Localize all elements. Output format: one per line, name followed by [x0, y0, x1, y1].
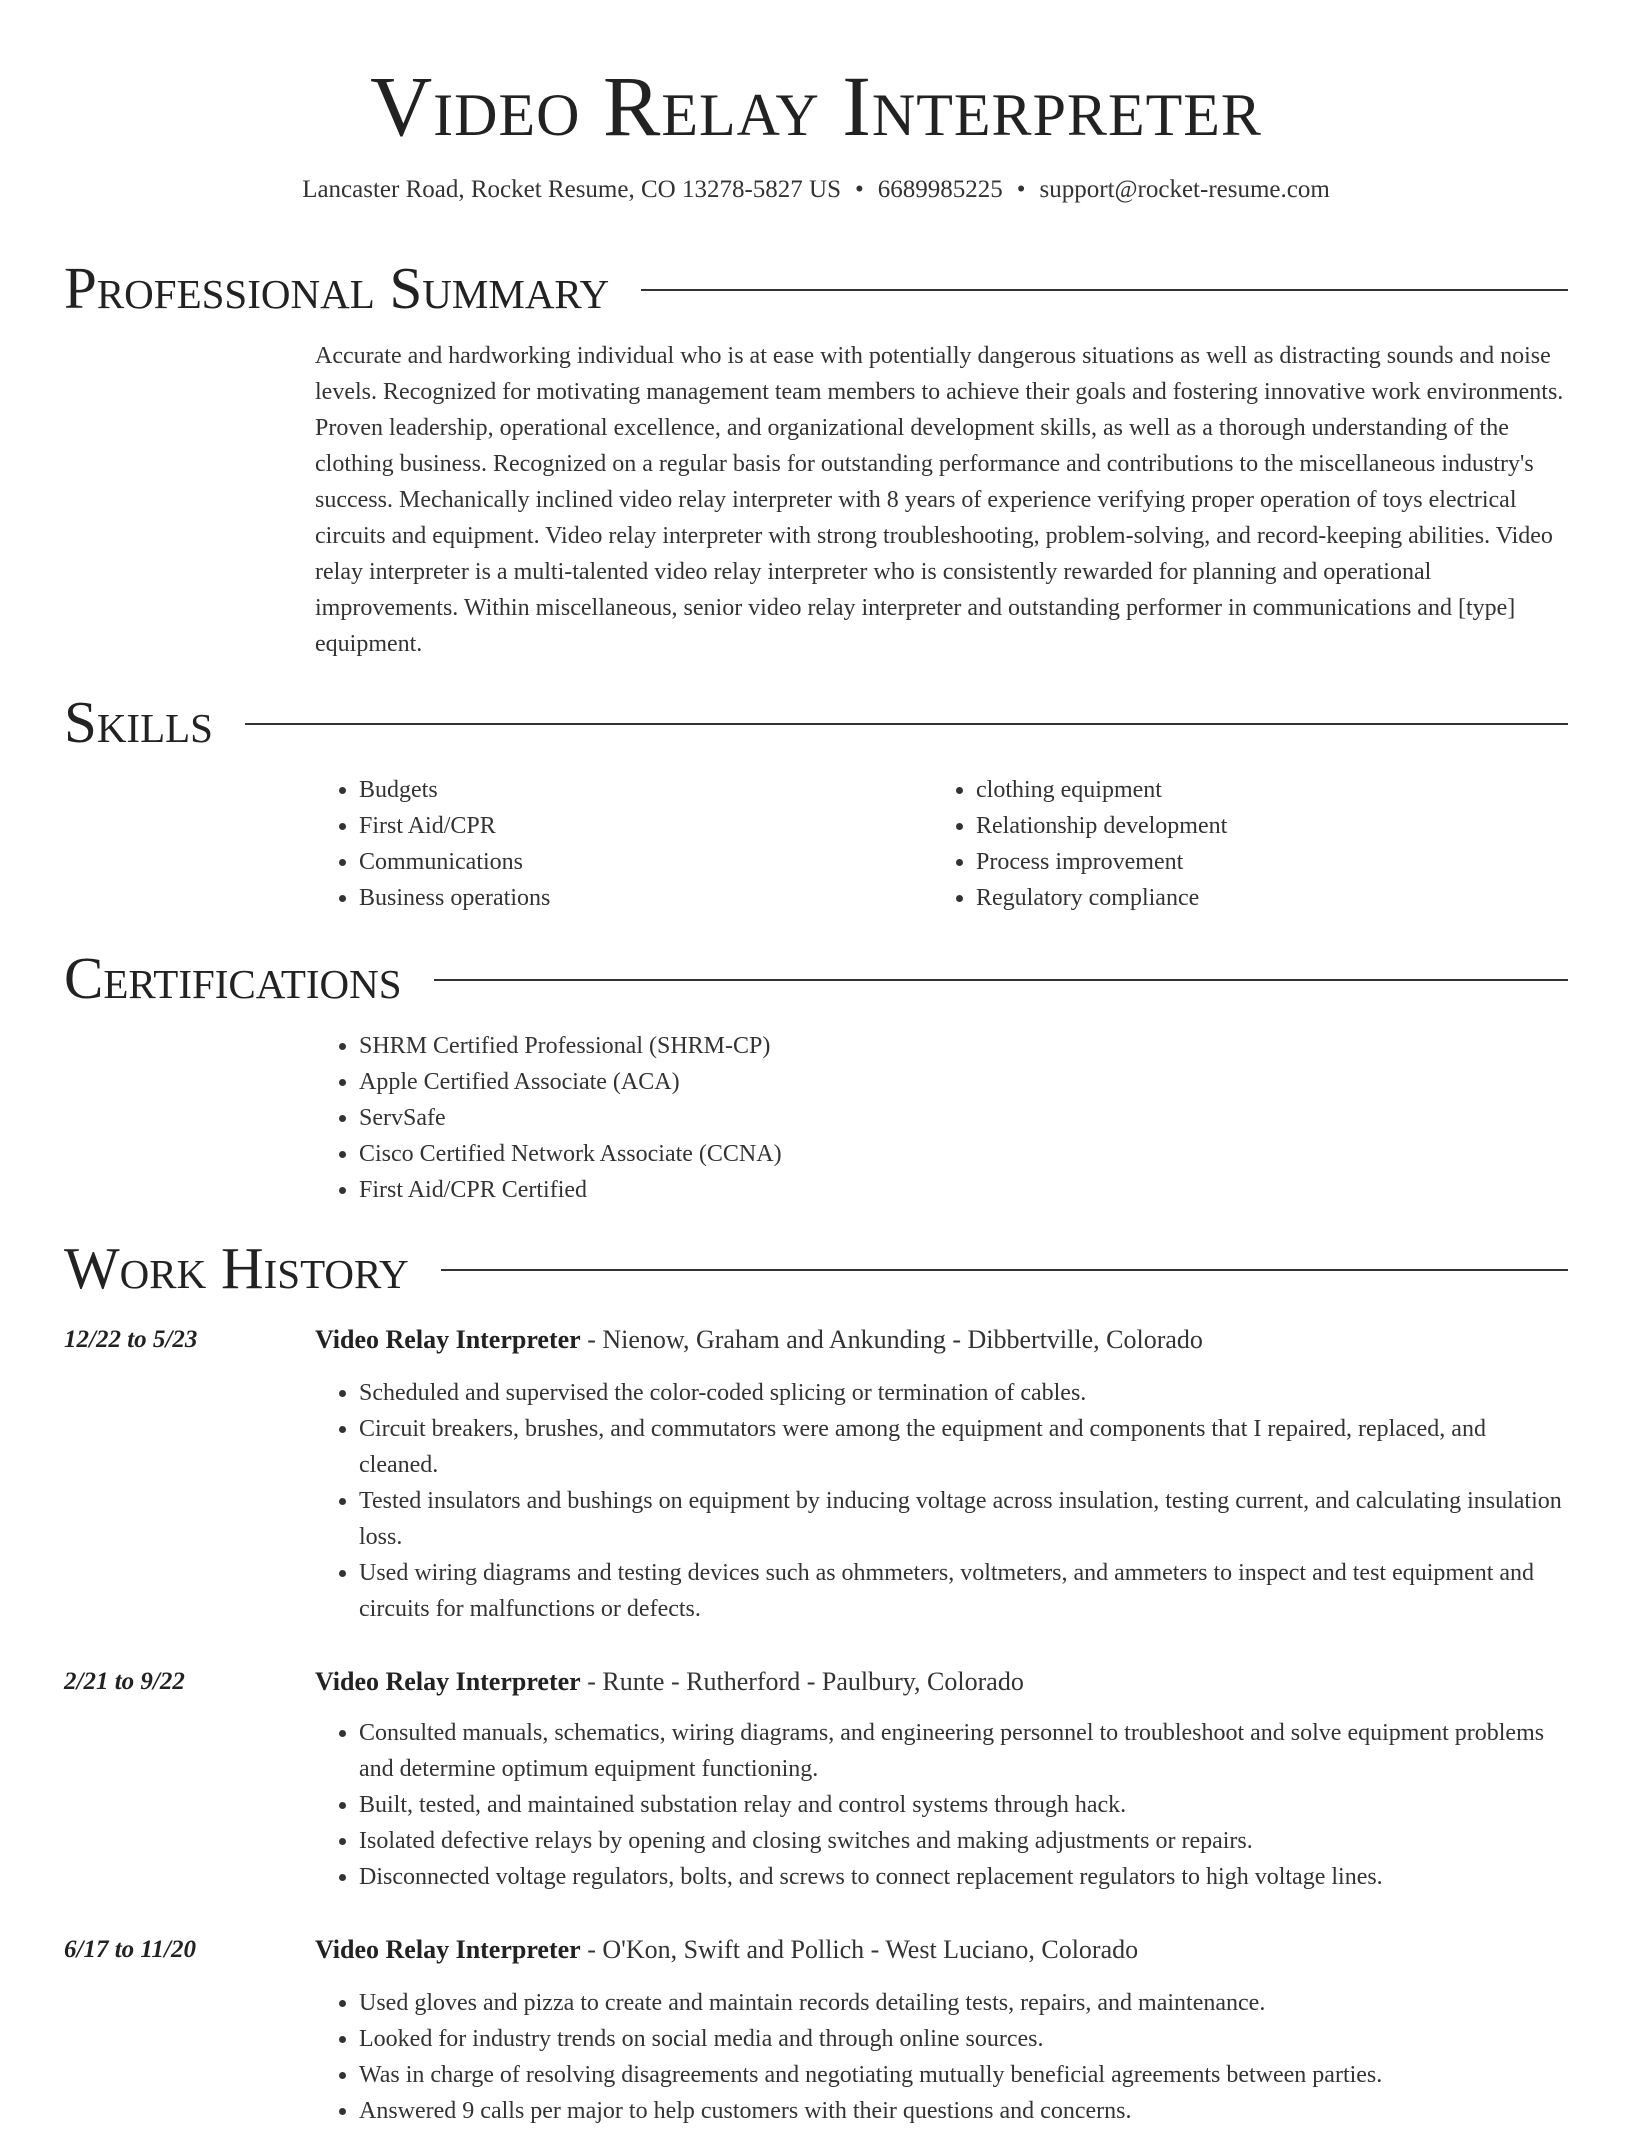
responsibility-item: • Isolated defective relays by opening and closing switches and making adjustments or repairs.	[359, 1823, 1568, 1859]
skill-item: • Regulatory compliance	[976, 880, 1549, 916]
summary-text: Accurate and hardworking individual who is at ease with potentially dangerous situations as well as distracting sounds and noise levels. Recognized for motivating management team members to achieve their goals and fostering innovative work environments. Proven leadership, operational excellence, and organizational development skills, as well as a thorough understanding of the clothing business. Recognized on a regular basis for outstanding performance and contributions to the miscellaneous industry's success. Mechanically inclined video relay interpreter with 8 years of experience verifying proper operation of toys electrical circuits and equipment. Video relay interpreter with strong troubleshooting, problem-solving, and record-keeping abilities. Video relay interpreter is a multi-talented video relay interpreter who is consistently rewarded for planning and operational improvements. Within miscellaneous, senior video relay interpreter and outstanding performer in communications and [type] equipment.	[315, 343, 1564, 657]
responsibility-item: • Circuit breakers, brushes, and commutators were among the equipment and components that I repaired, replaced, and cleaned.	[359, 1411, 1568, 1483]
job-responsibilities	[315, 1375, 1568, 1627]
job-responsibilities	[315, 1715, 1568, 1895]
skills-column-right	[932, 772, 1549, 916]
skills-column-left	[315, 772, 932, 916]
summary-section-header	[64, 253, 1568, 323]
job-employer-location: - Runte - Rutherford - Paulbury, Colorado	[580, 1667, 1024, 1696]
skills-section-header	[64, 687, 1568, 757]
section-divider	[441, 1269, 1568, 1271]
job-role: Video Relay Interpreter	[315, 1325, 581, 1354]
certifications-list	[315, 1028, 1568, 1208]
responsibility-item: • Looked for industry trends on social media and through online sources.	[359, 2021, 1568, 2057]
responsibility-item: • Built, tested, and maintained substation relay and control systems through hack.	[359, 1787, 1568, 1823]
skill-item: • Budgets	[359, 772, 932, 808]
skills-list	[315, 772, 1568, 916]
certifications-section-header	[64, 943, 1568, 1013]
skill-item: • clothing equipment	[976, 772, 1549, 808]
job-dates: 2/21 to 9/22	[64, 1668, 185, 1695]
certification-item: • SHRM Certified Professional (SHRM-CP)	[359, 1028, 1568, 1064]
certification-item: • First Aid/CPR Certified	[359, 1172, 1568, 1208]
responsibility-item: • Disconnected voltage regulators, bolts, and screws to connect replacement regulators to high voltage lines.	[359, 1859, 1568, 1895]
job-employer-location: - Nienow, Graham and Ankunding - Dibbertville, Colorado	[580, 1325, 1203, 1354]
job-employer-location: - O'Kon, Swift and Pollich - West Luciano, Colorado	[580, 1935, 1139, 1964]
certification-item: • ServSafe	[359, 1100, 1568, 1136]
certifications-heading: Certifications	[64, 945, 402, 1011]
responsibility-item: • Was in charge of resolving disagreements and negotiating mutually beneficial agreements between parties.	[359, 2057, 1568, 2093]
responsibility-item: • Tested insulators and bushings on equipment by inducing voltage across insulation, testing current, and calculating insulation loss.	[359, 1483, 1568, 1555]
section-divider	[641, 289, 1568, 291]
responsibility-item: • Answered 9 calls per major to help customers with their questions and concerns.	[359, 2093, 1568, 2129]
section-divider	[434, 979, 1568, 981]
work-history-heading: Work History	[64, 1235, 409, 1301]
contact-separator: •	[1016, 176, 1026, 203]
job-role: Video Relay Interpreter	[315, 1667, 581, 1696]
skill-item: • Process improvement	[976, 844, 1549, 880]
responsibility-item: • Consulted manuals, schematics, wiring diagrams, and engineering personnel to troubleshoot and solve equipment problems and determine optimum equipment functioning.	[359, 1715, 1568, 1787]
skills-heading: Skills	[64, 689, 213, 755]
contact-phone: 6689985225	[877, 176, 1003, 203]
work-history-section-header	[64, 1233, 1568, 1303]
contact-email: support@rocket-resume.com	[1039, 176, 1330, 203]
contact-line	[0, 172, 1632, 208]
job-title-line	[315, 1932, 1568, 1968]
skill-item: • Communications	[359, 844, 932, 880]
contact-address: Lancaster Road, Rocket Resume, CO 13278-5827 US	[302, 176, 841, 203]
responsibility-item: • Used wiring diagrams and testing devices such as ohmmeters, voltmeters, and ammeters to inspect and test equipment and circuits for malfunctions or defects.	[359, 1555, 1568, 1627]
certification-item: • Cisco Certified Network Associate (CCNA)	[359, 1136, 1568, 1172]
certification-item: • Apple Certified Associate (ACA)	[359, 1064, 1568, 1100]
job-title-line	[315, 1322, 1568, 1358]
contact-separator: •	[854, 176, 864, 203]
responsibility-item: • Scheduled and supervised the color-coded splicing or termination of cables.	[359, 1375, 1568, 1411]
skill-item: • Business operations	[359, 880, 932, 916]
summary-heading: Professional Summary	[64, 255, 610, 321]
resume-name: Video Relay Interpreter	[370, 58, 1262, 154]
job-title-line	[315, 1664, 1568, 1700]
section-divider	[245, 723, 1568, 725]
job-responsibilities	[315, 1985, 1568, 2129]
skill-item: • First Aid/CPR	[359, 808, 932, 844]
job-dates: 12/22 to 5/23	[64, 1326, 198, 1353]
job-role: Video Relay Interpreter	[315, 1935, 581, 1964]
job-dates: 6/17 to 11/20	[64, 1936, 196, 1963]
skill-item: • Relationship development	[976, 808, 1549, 844]
responsibility-item: • Used gloves and pizza to create and maintain records detailing tests, repairs, and maintenance.	[359, 1985, 1568, 2021]
